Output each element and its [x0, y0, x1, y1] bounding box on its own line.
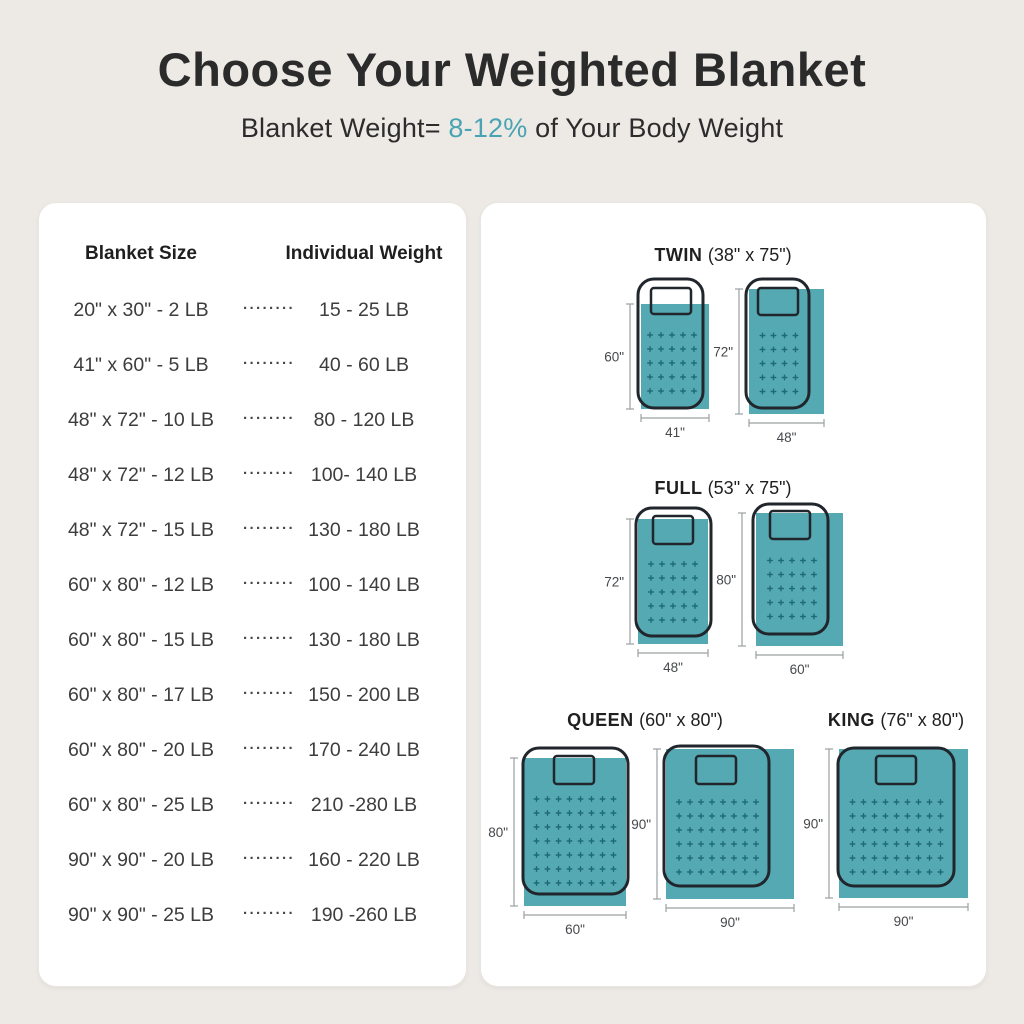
blanket-area: [638, 519, 708, 644]
individual-weight-cell: 100 - 140 LB: [308, 573, 420, 596]
section-label-twin: TWIN (38" x 75"): [654, 245, 792, 265]
table-row: [39, 845, 466, 875]
size-weight-table-card: [38, 202, 467, 987]
column-header-blanket-size: Blanket Size: [85, 243, 197, 264]
blanket-size-cell: 60" x 80" - 20 LB: [67, 738, 215, 761]
section-label-full: FULL (53" x 75"): [654, 478, 792, 498]
separator-dots: ········: [243, 684, 295, 702]
separator-dots: ········: [243, 574, 295, 592]
subtitle-prefix: Blanket Weight=: [240, 113, 449, 143]
page-subtitle: [0, 113, 1024, 144]
page-title: Choose Your Weighted Blanket: [157, 43, 867, 96]
blanket-size-cell: 90" x 90" - 25 LB: [67, 903, 215, 926]
individual-weight-cell: 170 - 240 LB: [308, 738, 420, 761]
table-row: [39, 735, 466, 765]
blanket-width-label: 48": [663, 660, 683, 675]
blanket-area: [839, 749, 968, 898]
bed-diagram: [631, 746, 794, 930]
blanket-size-cell: 60" x 80" - 25 LB: [67, 793, 215, 816]
bed-diagrams-card: [480, 202, 987, 987]
table-row: [39, 405, 466, 435]
blanket-size-cell: 48" x 72" - 15 LB: [67, 518, 215, 541]
separator-dots: ········: [243, 849, 295, 867]
table-row: [39, 350, 466, 380]
individual-weight-cell: 15 - 25 LB: [319, 298, 409, 321]
bed-diagrams-canvas: [481, 203, 986, 986]
individual-weight-cell: 130 - 180 LB: [308, 628, 420, 651]
blanket-area: [524, 758, 626, 906]
table-row: [39, 570, 466, 600]
section-label-queen: QUEEN (60" x 80"): [567, 710, 723, 730]
blanket-length-label: 60": [604, 349, 624, 365]
individual-weight-cell: 100- 140 LB: [310, 463, 418, 486]
blanket-size-cell: 60" x 80" - 15 LB: [67, 628, 215, 651]
table-header-row: [39, 239, 466, 269]
blanket-length-label: 72": [604, 574, 624, 590]
blanket-size-cell: 20" x 30" - 2 LB: [73, 298, 209, 321]
table-row: [39, 790, 466, 820]
bed-diagram: [803, 748, 968, 929]
individual-weight-cell: 40 - 60 LB: [319, 353, 409, 376]
blanket-width-label: 90": [720, 915, 740, 930]
separator-dots: ········: [243, 464, 295, 482]
section-label-king: KING (76" x 80"): [827, 710, 965, 730]
blanket-length-label: 90": [631, 817, 651, 832]
individual-weight-cell: 160 - 220 LB: [308, 848, 420, 871]
blanket-size-cell: 90" x 90" - 20 LB: [67, 848, 215, 871]
blanket-width-label: 48": [776, 430, 797, 445]
blanket-length-label: 80": [716, 572, 736, 588]
subtitle-suffix: of Your Body Weight: [527, 113, 784, 143]
blanket-width-label: 60": [565, 922, 585, 937]
blanket-size-cell: 60" x 80" - 12 LB: [67, 573, 215, 596]
column-header-individual-weight: Individual Weight: [285, 243, 443, 264]
bed-diagram: [604, 508, 711, 675]
bed-diagram: [713, 279, 824, 445]
table-row: [39, 460, 466, 490]
blanket-size-cell: 48" x 72" - 10 LB: [67, 408, 215, 431]
separator-dots: ········: [243, 739, 295, 757]
separator-dots: ········: [243, 409, 295, 427]
separator-dots: ········: [243, 299, 295, 317]
separator-dots: ········: [243, 354, 295, 372]
blanket-length-label: 72": [713, 344, 733, 360]
separator-dots: ········: [243, 904, 295, 922]
separator-dots: ········: [243, 794, 295, 812]
separator-dots: ········: [243, 519, 295, 537]
blanket-size-cell: 41" x 60" - 5 LB: [73, 353, 209, 376]
table-row: [39, 680, 466, 710]
individual-weight-cell: 130 - 180 LB: [308, 518, 420, 541]
bed-diagram: [604, 279, 709, 440]
bed-diagram: [716, 504, 843, 677]
individual-weight-cell: 150 - 200 LB: [308, 683, 420, 706]
bed-diagram: [488, 748, 628, 937]
blanket-length-label: 90": [803, 816, 823, 832]
individual-weight-cell: 80 - 120 LB: [313, 408, 415, 431]
blanket-area: [749, 289, 824, 414]
individual-weight-cell: 210 -280 LB: [310, 793, 418, 816]
blanket-size-cell: 60" x 80" - 17 LB: [67, 683, 215, 706]
blanket-area: [641, 304, 709, 409]
table-row: [39, 625, 466, 655]
blanket-size-cell: 48" x 72" - 12 LB: [67, 463, 215, 486]
blanket-width-label: 60": [789, 662, 810, 677]
table-row: [39, 900, 466, 930]
individual-weight-cell: 190 -260 LB: [310, 903, 418, 926]
table-row: [39, 295, 466, 325]
table-row: [39, 515, 466, 545]
blanket-width-label: 41": [665, 425, 685, 440]
subtitle-accent-percentage: 8-12%: [448, 113, 528, 143]
blanket-area: [666, 749, 794, 899]
separator-dots: ········: [243, 629, 295, 647]
blanket-length-label: 80": [488, 825, 508, 840]
blanket-width-label: 90": [893, 914, 914, 929]
